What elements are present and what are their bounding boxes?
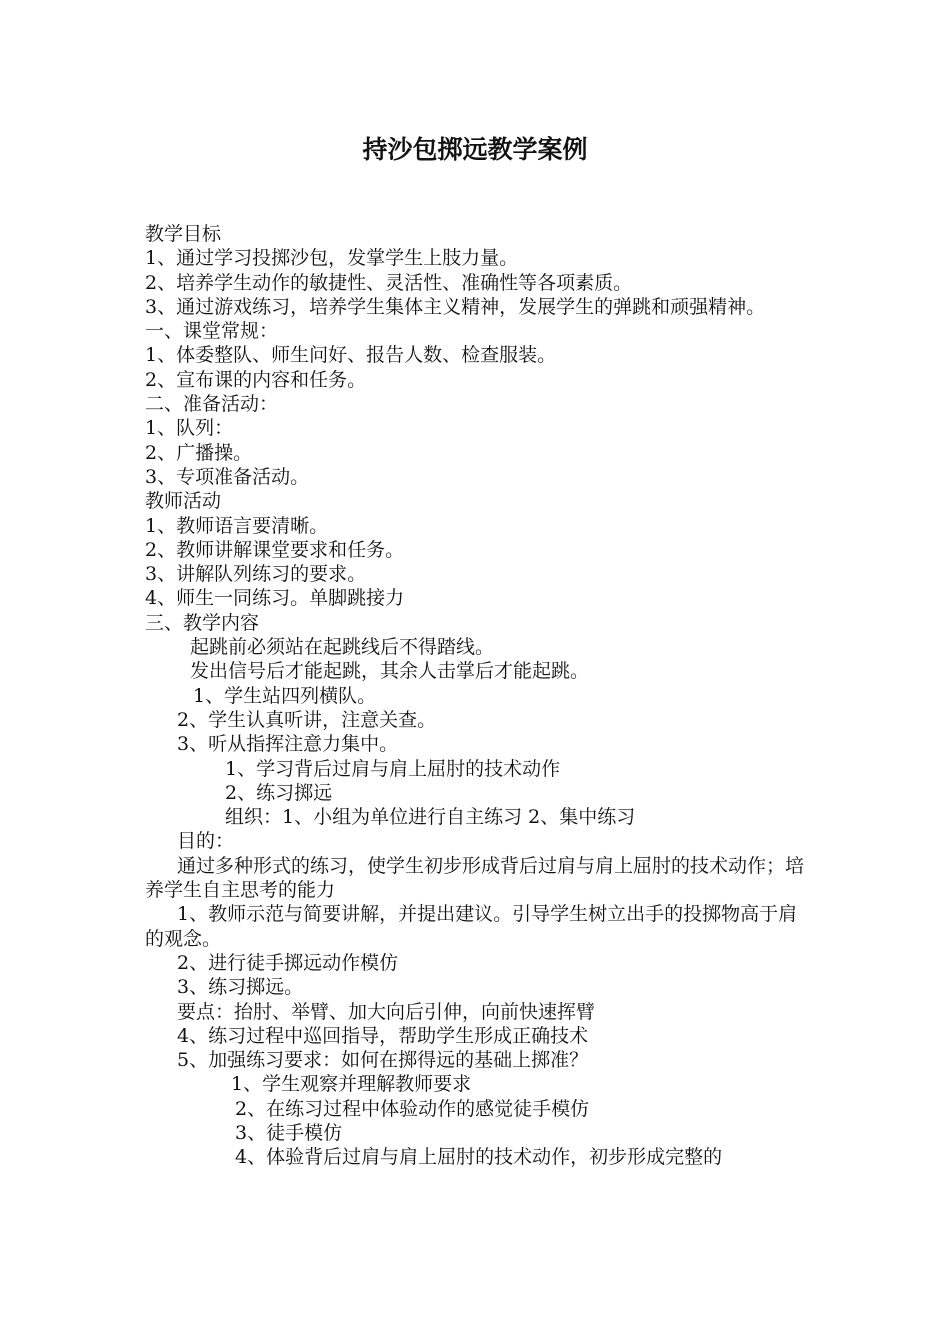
learning-item-2: 2、在练习过程中体验动作的感觉徒手模仿	[235, 1097, 590, 1120]
section-heading-teaching-goals: 教学目标	[145, 223, 222, 245]
routine-item-1: 1、体委整队、师生问好、报告人数、检查服装。	[145, 344, 557, 367]
method-item-3: 3、练习掷远。	[177, 976, 304, 999]
method-item-2: 2、进行徒手掷远动作模仿	[177, 951, 399, 974]
teacher-item-1: 1、教师语言要清晰。	[145, 514, 329, 537]
document-title: 持沙包掷远教学案例	[362, 135, 588, 164]
section-heading-teacher-activity: 教师活动	[145, 490, 222, 513]
warm-up-item-1: 1、队列：	[145, 417, 234, 440]
method-item-1: 1、教师示范与简要讲解，并提出建议。引导学生树立出手的投掷物高于肩的观念。	[145, 903, 798, 950]
purpose-heading: 目的：	[177, 830, 235, 853]
student-item-2: 2、学生认真听讲，注意关查。	[177, 708, 437, 731]
goal-item-1: 1、通过学习投掷沙包，发掌学生上肢力量。	[145, 247, 519, 270]
goal-item-3: 3、通过游戏练习，培养学生集体主义精神，发展学生的弹跳和顽强精神。	[145, 295, 766, 318]
practice-item-1: 1、学习背后过肩与肩上屈肘的技术动作	[225, 757, 561, 780]
warm-up-item-2: 2、广播操。	[145, 441, 253, 464]
section-heading-class-routine: 一、课堂常规：	[145, 320, 279, 343]
content-rule-1: 起跳前必须站在起跳线后不得踏线。	[190, 636, 495, 659]
learning-item-3: 3、徒手模仿	[235, 1121, 343, 1144]
section-heading-warm-up: 二、准备活动：	[145, 393, 279, 416]
organization-text: 组织：1、小组为单位进行自主练习 2、集中练习	[225, 806, 636, 829]
teacher-item-3: 3、讲解队列练习的要求。	[145, 563, 367, 586]
practice-item-2: 2、练习掷远	[225, 781, 333, 804]
student-item-3: 3、听从指挥注意力集中。	[177, 733, 399, 756]
teacher-item-2: 2、教师讲解课堂要求和任务。	[145, 538, 405, 561]
goal-item-2: 2、培养学生动作的敏捷性、灵活性、准确性等各项素质。	[145, 271, 633, 294]
document-body	[145, 222, 810, 1170]
content-rule-2: 发出信号后才能起跳，其余人击掌后才能起跳。	[190, 660, 590, 683]
routine-item-2: 2、宣布课的内容和任务。	[145, 368, 367, 391]
teacher-item-4: 4、师生一同练习。单脚跳接力	[145, 587, 405, 610]
purpose-paragraph: 通过多种形式的练习，使学生初步形成背后过肩与肩上屈肘的技术动作；培养学生自主思考的能力	[145, 854, 805, 902]
method-item-5: 5、加强练习要求：如何在掷得远的基础上掷准？	[177, 1049, 589, 1072]
key-points: 要点：抬肘、举臂、加大向后引伸，向前快速挥臂	[177, 1000, 596, 1023]
warm-up-item-3: 3、专项准备活动。	[145, 465, 310, 488]
section-heading-teaching-content: 三、教学内容	[145, 611, 260, 634]
student-item-1: 1、学生站四列横队。	[193, 684, 377, 707]
learning-item-1: 1、学生观察并理解教师要求	[231, 1073, 472, 1096]
method-item-4: 4、练习过程中巡回指导，帮助学生形成正确技术	[177, 1024, 589, 1047]
learning-item-4: 4、体验背后过肩与肩上屈肘的技术动作，初步形成完整的	[235, 1146, 723, 1169]
